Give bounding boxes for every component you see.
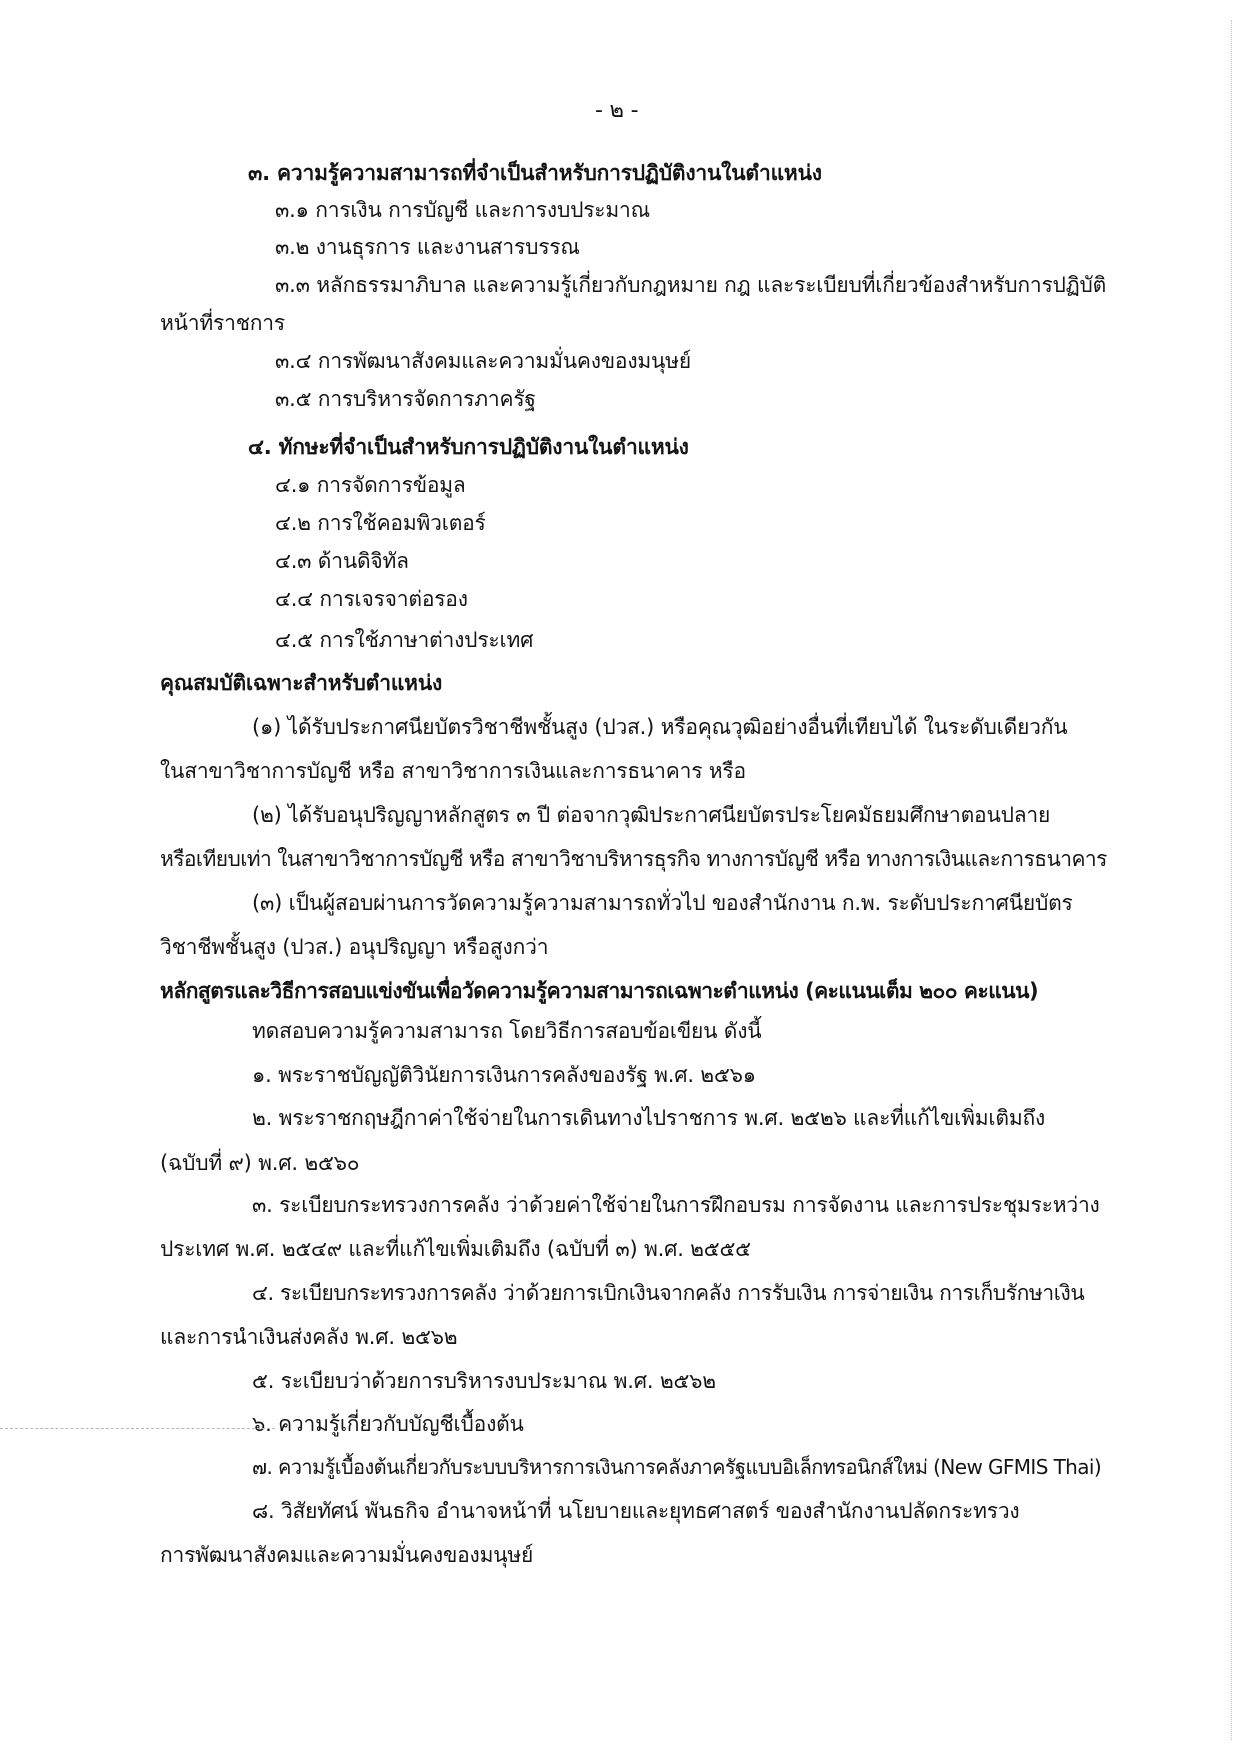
item-3-1: ๓.๑ การเงิน การบัญชี และการงบประมาณ xyxy=(275,198,650,222)
item-4-1: ๔.๑ การจัดการข้อมูล xyxy=(275,473,466,497)
item-3-2: ๓.๒ งานธุรการ และงานสารบรรณ xyxy=(275,235,580,259)
exam-item-4-line2: และการนำเงินส่งคลัง พ.ศ. ๒๕๖๒ xyxy=(160,1325,458,1349)
qualification-1-line2: ในสาขาวิชาการบัญชี หรือ สาขาวิชาการเงินและการธนาคาร หรือ xyxy=(160,759,746,783)
scan-edge-line xyxy=(1231,20,1232,1740)
page-number: - ๒ - xyxy=(595,98,639,123)
qualification-3-line1: (๓) เป็นผู้สอบผ่านการวัดความรู้ความสามารถทั่วไป ของสำนักงาน ก.พ. ระดับประกาศนียบัตร xyxy=(252,891,1073,915)
qualification-2-line2: หรือเทียบเท่า ในสาขาวิชาการบัญชี หรือ สาขาวิชาบริหารธุรกิจ ทางการบัญชี หรือ ทางการเงินและการธนาคาร xyxy=(160,847,1107,871)
item-4-2: ๔.๒ การใช้คอมพิวเตอร์ xyxy=(275,511,486,535)
item-3-3-line1: ๓.๓ หลักธรรมาภิบาล และความรู้เกี่ยวกับกฎหมาย กฎ และระเบียบที่เกี่ยวข้องสำหรับการปฏิบัติ xyxy=(275,273,1107,297)
exam-item-8-line1: ๘. วิสัยทัศน์ พันธกิจ อำนาจหน้าที่ นโยบายและยุทธศาสตร์ ของสำนักงานปลัดกระทรวง xyxy=(252,1499,1020,1523)
section-4-heading: ๔. ทักษะที่จำเป็นสำหรับการปฏิบัติงานในตำแหน่ง xyxy=(248,435,689,459)
exam-item-2-line2: (ฉบับที่ ๙) พ.ศ. ๒๕๖๐ xyxy=(160,1151,360,1175)
qualification-3-line2: วิชาชีพชั้นสูง (ปวส.) อนุปริญญา หรือสูงกว่า xyxy=(160,935,549,959)
qualification-1-line1: (๑) ได้รับประกาศนียบัตรวิชาชีพชั้นสูง (ปวส.) หรือคุณวุฒิอย่างอื่นที่เทียบได้ ในระดับเดียวกัน xyxy=(252,715,1068,739)
exam-item-4-line1: ๔. ระเบียบกระทรวงการคลัง ว่าด้วยการเบิกเงินจากคลัง การรับเงิน การจ่ายเงิน การเก็บรักษาเงิน xyxy=(252,1281,1085,1305)
exam-item-8-line2: การพัฒนาสังคมและความมั่นคงของมนุษย์ xyxy=(160,1543,534,1567)
item-4-5: ๔.๕ การใช้ภาษาต่างประเทศ xyxy=(275,628,534,652)
item-3-3-line2: หน้าที่ราชการ xyxy=(160,311,285,335)
exam-item-6: ๖. ความรู้เกี่ยวกับบัญชีเบื้องต้น xyxy=(252,1412,524,1436)
exam-item-7: ๗. ความรู้เบื้องต้นเกี่ยวกับระบบบริหารการเงินการคลังภาครัฐแบบอิเล็กทรอนิกส์ใหม่ (New GFMIS Thai) xyxy=(252,1455,1102,1479)
exam-item-3-line1: ๓. ระเบียบกระทรวงการคลัง ว่าด้วยค่าใช้จ่ายในการฝึกอบรม การจัดงาน และการประชุมระหว่าง xyxy=(252,1193,1100,1217)
exam-intro: ทดสอบความรู้ความสามารถ โดยวิธีการสอบข้อเขียน ดังนี้ xyxy=(252,1019,762,1043)
qualifications-heading: คุณสมบัติเฉพาะสำหรับตำแหน่ง xyxy=(160,671,443,695)
item-3-4: ๓.๔ การพัฒนาสังคมและความมั่นคงของมนุษย์ xyxy=(275,349,691,373)
item-3-5: ๓.๕ การบริหารจัดการภาครัฐ xyxy=(275,387,536,411)
exam-heading: หลักสูตรและวิธีการสอบแข่งขันเพื่อวัดความรู้ความสามารถเฉพาะตำแหน่ง (คะแนนเต็ม ๒๐๐ คะแนน) xyxy=(160,979,1039,1003)
exam-item-3-line2: ประเทศ พ.ศ. ๒๕๔๙ และที่แก้ไขเพิ่มเติมถึง (ฉบับที่ ๓) พ.ศ. ๒๕๕๕ xyxy=(160,1237,751,1261)
exam-item-1: ๑. พระราชบัญญัติวินัยการเงินการคลังของรัฐ พ.ศ. ๒๕๖๑ xyxy=(252,1063,756,1087)
section-3-heading: ๓. ความรู้ความสามารถที่จำเป็นสำหรับการปฏิบัติงานในตำแหน่ง xyxy=(248,161,822,185)
item-4-4: ๔.๔ การเจรจาต่อรอง xyxy=(275,587,468,611)
qualification-2-line1: (๒) ได้รับอนุปริญญาหลักสูตร ๓ ปี ต่อจากวุฒิประกาศนียบัตรประโยคมัธยมศึกษาตอนปลาย xyxy=(252,803,1051,827)
scan-artifact-line xyxy=(0,1428,275,1429)
item-4-3: ๔.๓ ด้านดิจิทัล xyxy=(275,549,409,573)
exam-item-2-line1: ๒. พระราชกฤษฎีกาค่าใช้จ่ายในการเดินทางไปราชการ พ.ศ. ๒๕๒๖ และที่แก้ไขเพิ่มเติมถึง xyxy=(252,1106,1046,1130)
exam-item-5: ๕. ระเบียบว่าด้วยการบริหารงบประมาณ พ.ศ. ๒๕๖๒ xyxy=(252,1369,716,1393)
